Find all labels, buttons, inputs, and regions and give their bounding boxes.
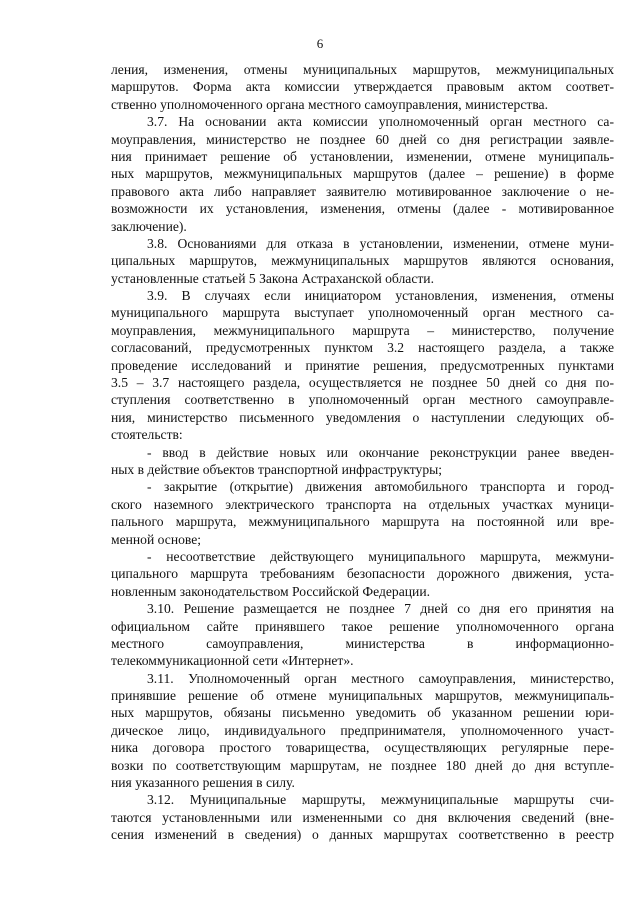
text-line: местного самоуправления, министерства в информационно- [111, 635, 614, 651]
text-line: стоятельств: [111, 427, 183, 443]
text-line: сения изменений в сведения) о данных маршрутах соответственно в реестр [111, 827, 614, 843]
text-line: ных маршрутов, межмуниципальных маршрутов (далее – решение) в форме [111, 166, 614, 182]
text-line: маршрутов. Форма акта комиссии утверждается правовым актом соответ- [111, 79, 614, 95]
text-line: моуправления, министерство не позднее 60 дней со дня регистрации заявле- [111, 131, 614, 147]
text-line: заключение). [111, 218, 187, 234]
text-line: ния указанного решения в силу. [111, 775, 295, 791]
text-line: принявшие решение об отмене муниципальных маршрутов, межмуниципаль- [111, 688, 614, 704]
text-line: проведение исследований и принятие решения, предусмотренных пунктами [111, 357, 614, 373]
text-line: 3.12. Муниципальные маршруты, межмуниципальные маршруты счи- [147, 792, 614, 808]
text-line: официальном сайте принявшего такое решение уполномоченного органа [111, 618, 614, 634]
text-line: моуправления, межмуниципального маршрута – министерство, получение [111, 322, 614, 338]
text-line: ника договора простого товарищества, осуществляющих регулярные пере- [111, 740, 614, 756]
text-line: ния, министерство письменного уведомления о наступлении следующих об- [111, 409, 614, 425]
text-line: муниципального маршрута выступает уполномоченный орган местного са- [111, 305, 614, 321]
text-line: ных в действие объектов транспортной инфраструктуры; [111, 461, 443, 477]
text-line: ступления соответственно в уполномоченный орган местного самоуправле- [111, 392, 614, 408]
text-line: согласований, предусмотренных пунктом 3.2 настоящего раздела, а также [111, 340, 614, 356]
text-line: 3.5 – 3.7 настоящего раздела, осуществляется не позднее 50 дней со дня по- [111, 375, 614, 391]
document-body [111, 61, 614, 844]
text-line: дическое лицо, индивидуального предпринимателя, уполномоченного участ- [111, 722, 614, 738]
text-line: 3.10. Решение размещается не позднее 7 дней со дня его принятия на [147, 601, 614, 617]
text-line: ных маршрутов, обязаны письменно уведомить об указанном решении юри- [111, 705, 614, 721]
text-line: ления, изменения, отмены муниципальных маршрутов, межмуниципальных [111, 62, 614, 77]
text-line: телекоммуникационной сети «Интернет». [111, 653, 354, 669]
text-line: - закрытие (открытие) движения автомобильного транспорта и город- [147, 479, 614, 495]
text-line: новленным законодательством Российской Федерации. [111, 583, 430, 599]
text-line: 3.11. Уполномоченный орган местного самоуправления, министерство, [147, 670, 614, 686]
text-line: ципального маршрута требованиям безопасности дорожного движения, уста- [111, 566, 614, 582]
text-line: установленные статьей 5 Закона Астраханской области. [111, 270, 434, 286]
text-line: пального маршрута, межмуниципального маршрута на постоянной или вре- [111, 514, 614, 530]
text-line: возможности их установления, изменения, отмены (далее - мотивированное [111, 201, 614, 217]
text-line: 3.9. В случаях если инициатором установления, изменения, отмены [147, 288, 614, 304]
text-line: таются установленными или измененными со дня включения сведений (вне- [111, 809, 614, 825]
text-line: правового акта либо направляет заявителю мотивированное заключение о не- [111, 183, 614, 199]
text-line: ния принимает решение об установлении, изменении, отмене муниципаль- [111, 148, 614, 164]
text-line: ципальных маршрутов, межмуниципальных маршрутов являются основания, [111, 253, 614, 269]
text-line: ственно уполномоченного органа местного самоуправления, министерства. [111, 96, 548, 112]
text-line: ского наземного электрического транспорта на отдельных участках муници- [111, 496, 614, 512]
page-number: 6 [316, 36, 324, 51]
text-line: 3.8. Основаниями для отказа в установлении, изменении, отмене муни- [147, 235, 614, 251]
text-line: - несоответствие действующего муниципального маршрута, межмуни- [147, 548, 614, 564]
text-line: возки по соответствующим маршрутам, не позднее 180 дней до дня вступле- [111, 757, 614, 773]
text-line: 3.7. На основании акта комиссии уполномоченный орган местного са- [147, 114, 614, 130]
text-line: менной основе; [111, 531, 202, 547]
text-line: - ввод в действие новых или окончание реконструкции ранее введен- [147, 444, 614, 460]
